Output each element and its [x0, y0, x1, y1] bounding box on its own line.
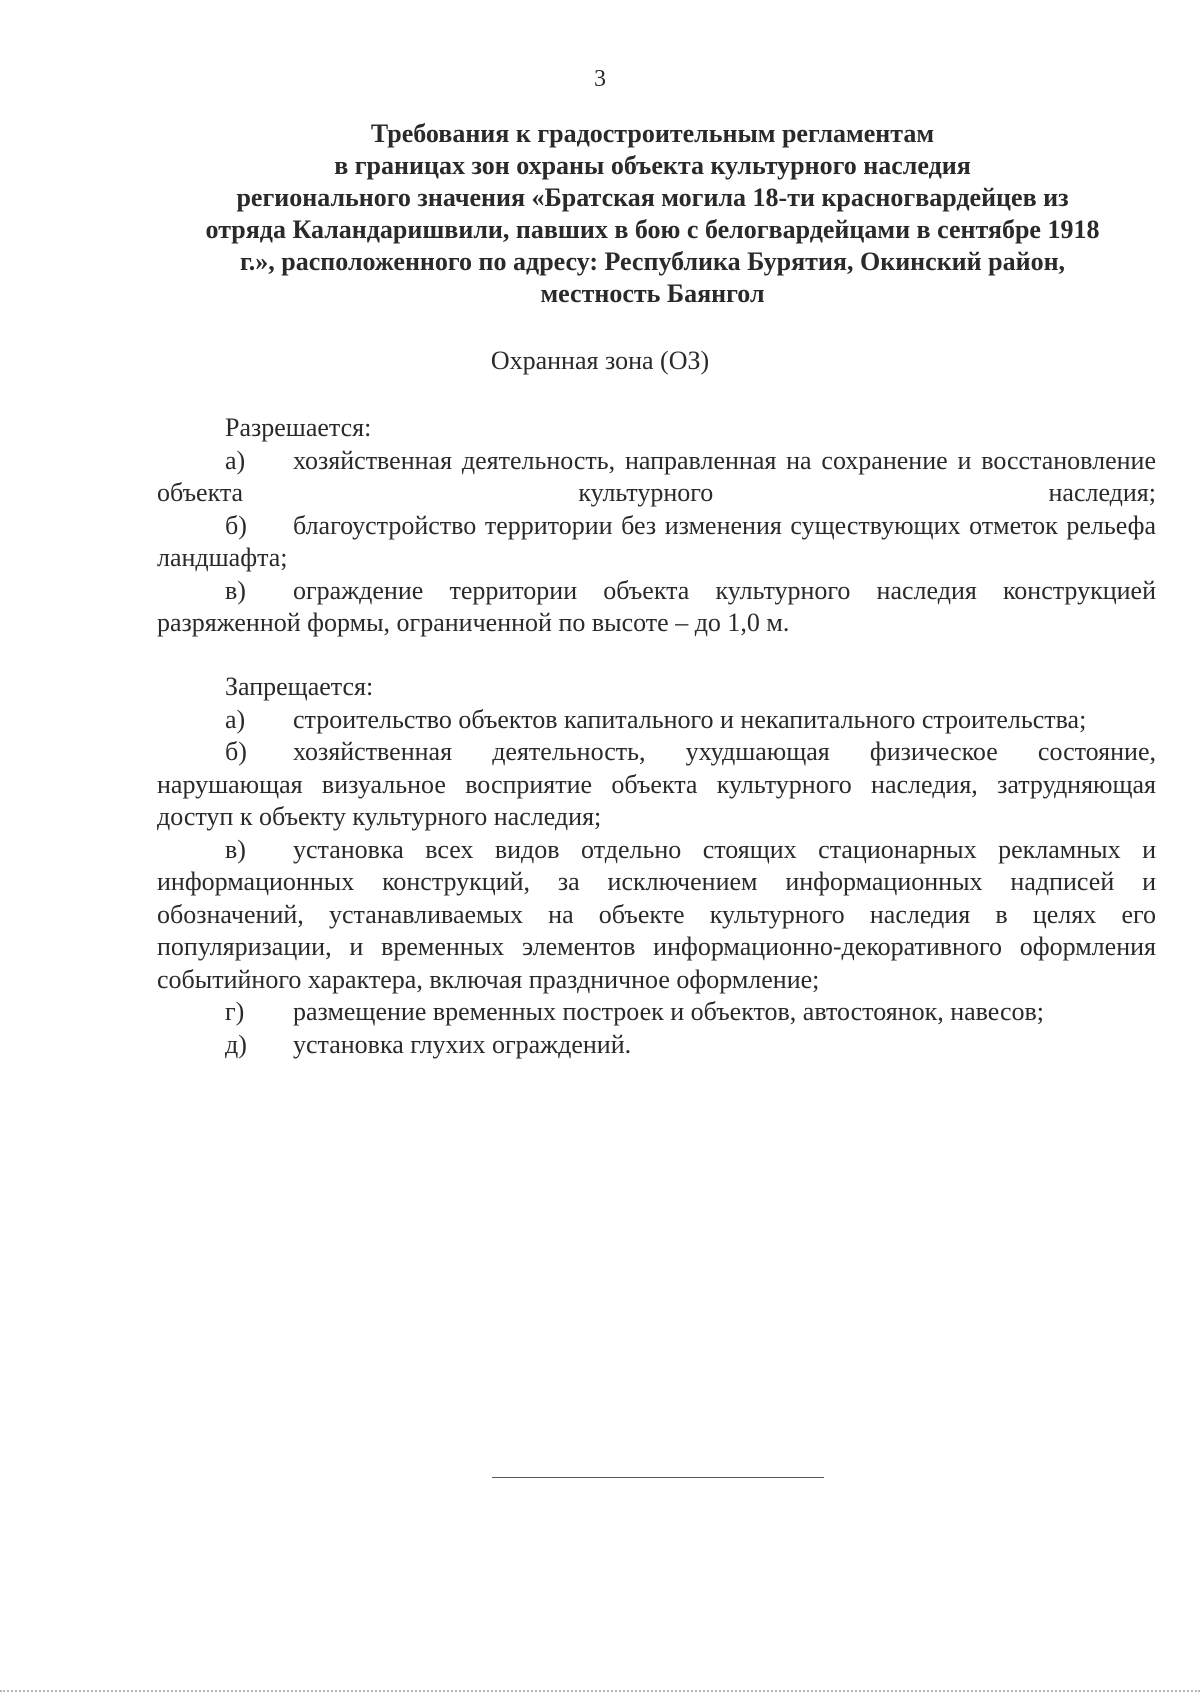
- title-line: отряда Каландаришвили, павших в бою с белогвардейцами в сентябре 1918: [205, 215, 1100, 244]
- list-marker: д): [225, 1029, 247, 1059]
- list-marker: а): [225, 704, 246, 734]
- list-marker: б): [225, 510, 247, 540]
- forbidden-item-a: [157, 704, 1156, 737]
- allowed-item-a: [157, 445, 1156, 510]
- list-item-text: хозяйственная деятельность, направленная на сохранение и восстановление объекта культурного наследия;: [157, 445, 1156, 507]
- title-line: Требования к градостроительным регламентам: [370, 119, 935, 148]
- allowed-heading: Разрешается:: [225, 413, 372, 442]
- document-title: [150, 118, 1155, 310]
- page-number: 3: [594, 66, 606, 92]
- list-marker: г): [225, 997, 245, 1026]
- list-item-text: строительство объектов капитального и некапитального строительства;: [293, 704, 1087, 734]
- list-item-text: ограждение территории объекта культурного наследия конструкцией разряженной формы, ограниченной по высоте – до 1,0 м.: [157, 575, 1156, 637]
- title-line: регионального значения «Братская могила 18-ти красногвардейцев из: [236, 183, 1069, 212]
- title-line: в границах зон охраны объекта культурного наследия: [334, 151, 971, 180]
- forbidden-item-c: [157, 834, 1156, 997]
- list-marker: б): [225, 737, 247, 766]
- forbidden-section: [157, 671, 1156, 1061]
- list-marker: в): [225, 575, 246, 605]
- list-item-text: благоустройство территории без изменения существующих отметок рельефа ландшафта;: [157, 510, 1156, 572]
- list-item-text: хозяйственная деятельность, ухудшающая физическое состояние, нарушающая визуальное восприятие объекта культурного наследия, затрудняющая доступ к объекту культурного наследия;: [157, 737, 1156, 831]
- scan-edge-divider: [0, 1690, 1200, 1692]
- list-marker: а): [225, 445, 246, 475]
- list-marker: в): [225, 834, 246, 864]
- forbidden-item-d: [157, 996, 1156, 1029]
- list-item-text: размещение временных построек и объектов, автостоянок, навесов;: [293, 997, 1045, 1026]
- closing-divider-line: [492, 1477, 824, 1478]
- zone-title: Охранная зона (ОЗ): [490, 346, 710, 375]
- allowed-item-c: [157, 575, 1156, 640]
- title-line: местность Баянгол: [540, 279, 765, 308]
- forbidden-item-e: [157, 1029, 1156, 1062]
- forbidden-heading: Запрещается:: [225, 672, 374, 701]
- allowed-item-b: [157, 510, 1156, 575]
- allowed-section: [157, 412, 1156, 640]
- list-item-text: установка всех видов отдельно стоящих стационарных рекламных и информационных конструкций, за исключением информационных надписей и обозначений, устанавливаемых на объекте культурного наследия в целях его популяризации, и временных элементов информационно-декоративного оформления событийного характера, включая праздничное оформление;: [157, 834, 1156, 994]
- list-item-text: установка глухих ограждений.: [293, 1029, 632, 1059]
- forbidden-item-b: [157, 736, 1156, 834]
- title-line: г.», расположенного по адресу: Республика Бурятия, Окинский район,: [239, 247, 1066, 276]
